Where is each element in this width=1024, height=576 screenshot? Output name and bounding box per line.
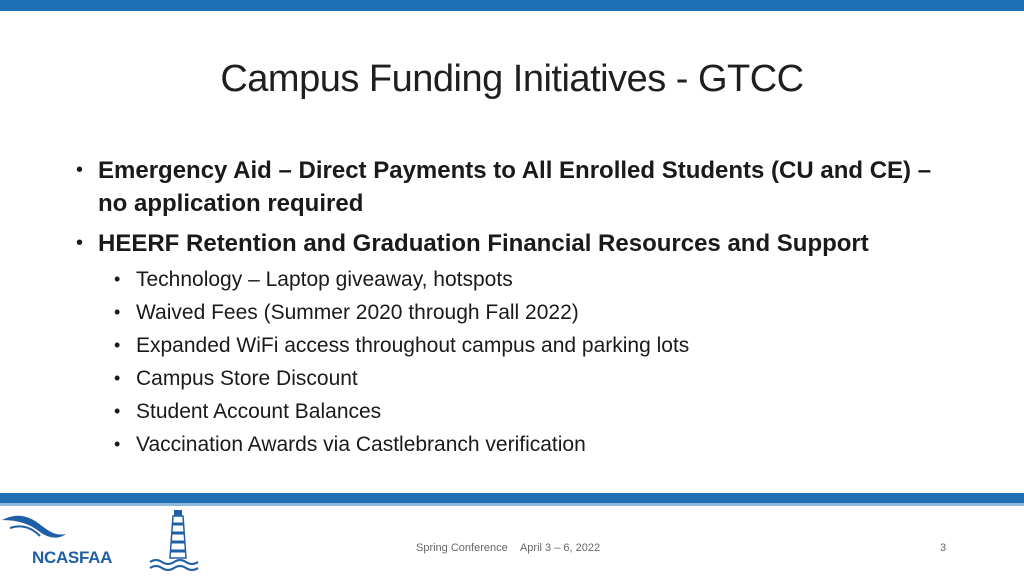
slide-title: Campus Funding Initiatives - GTCC	[220, 58, 804, 100]
sub-bullet-vaccination	[112, 428, 956, 461]
sub-bullet-wifi	[112, 329, 956, 362]
sub-bullet-account-balances	[112, 395, 956, 428]
sub-bullet-text: Vaccination Awards via Castlebranch verification	[136, 433, 586, 456]
top-accent-bar	[0, 0, 1024, 11]
sub-bullet-text: Campus Store Discount	[136, 367, 358, 390]
bullet-dot: •	[76, 232, 84, 254]
bullet-dot: •	[114, 368, 121, 388]
footer-divider	[0, 493, 1024, 503]
bullet-emergency-aid	[76, 154, 956, 220]
sub-bullet-text: Student Account Balances	[136, 400, 382, 423]
sub-bullet-technology	[112, 263, 956, 296]
bullet-dot: •	[114, 302, 121, 322]
footer-event-name: Spring Conference	[416, 542, 508, 554]
sub-bullet-campus-store	[112, 362, 956, 395]
bullet-heerf	[76, 227, 956, 260]
sub-bullet-text: Expanded WiFi access throughout campus and parking lots	[136, 334, 690, 357]
bullet-text: Emergency Aid – Direct Payments to All Enrolled Students (CU and CE) – no application required	[98, 157, 932, 217]
footer-event-dates: April 3 – 6, 2022	[519, 542, 601, 554]
sub-bullet-waived-fees	[112, 296, 956, 329]
bullet-text: HEERF Retention and Graduation Financial Resources and Support	[98, 230, 869, 257]
bullet-dot: •	[114, 434, 121, 454]
sub-bullet-text: Waived Fees (Summer 2020 through Fall 2022)	[136, 301, 579, 324]
bullet-dot: •	[114, 401, 121, 421]
logo-wordmark: NCASFAA	[32, 548, 113, 567]
sub-bullet-text: Technology – Laptop giveaway, hotspots	[136, 268, 513, 291]
bullet-dot: •	[114, 269, 121, 289]
footer-event	[416, 542, 600, 554]
heerf-sub-list	[112, 263, 956, 461]
bullet-dot: •	[76, 159, 84, 181]
page-number: 3	[940, 542, 947, 554]
bullet-dot: •	[114, 335, 121, 355]
bullet-list	[76, 154, 956, 461]
